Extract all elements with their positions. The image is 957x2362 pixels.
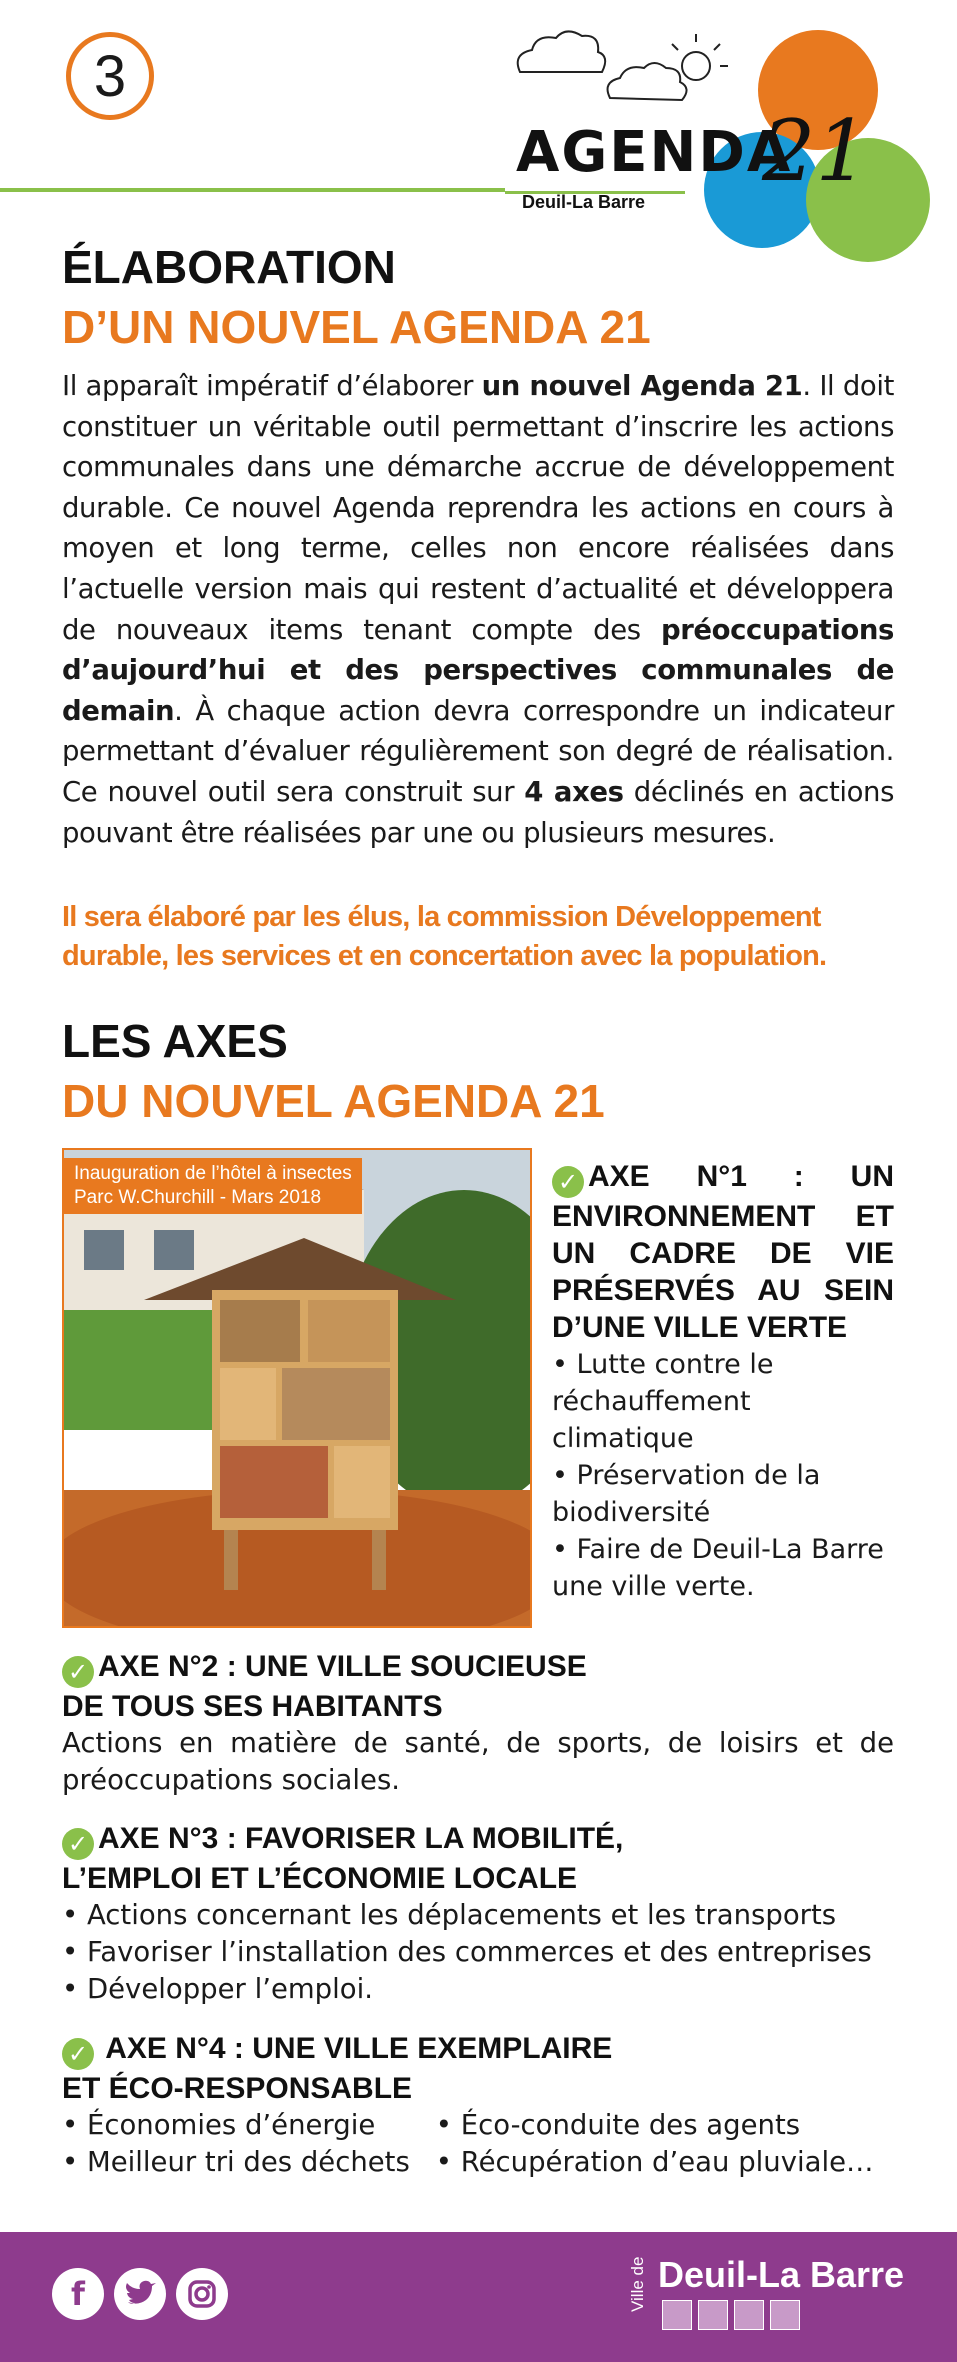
axe4-item: • Récupération d’eau pluviale… [435, 2146, 874, 2178]
ville-de-label: Ville de [628, 2256, 647, 2312]
coat-of-arms-icon [662, 2300, 800, 2330]
facebook-icon[interactable]: f [52, 2268, 104, 2320]
axe2-title-line2: DE TOUS SES HABITANTS [62, 1690, 443, 1723]
logo-word: AGENDA [516, 120, 793, 185]
axe2-title-line1: ✓ AXE N°2 : UNE VILLE SOUCIEUSE [62, 1648, 894, 1688]
insect-hotel-photo [62, 1148, 532, 1628]
axe4-item: • Économies d’énergie [62, 2109, 376, 2141]
axe3-block [62, 1820, 894, 2008]
section2-title-line2: DU NOUVEL AGENDA 21 [62, 1075, 605, 1127]
photo-caption [64, 1158, 362, 1214]
check-icon: ✓ [62, 1828, 94, 1860]
instagram-icon[interactable] [176, 2268, 228, 2320]
axe3-title-line2: L’EMPLOI ET L’ÉCONOMIE LOCALE [62, 1862, 578, 1895]
check-icon: ✓ [62, 2038, 94, 2070]
photo-caption-line1: Inauguration de l’hôtel à insectes [74, 1163, 352, 1184]
axe2-block [62, 1648, 894, 1799]
axe1-block [552, 1158, 894, 1605]
footer-brand: Deuil-La Barre [658, 2254, 905, 2295]
axe4-list-col2 [436, 2107, 874, 2181]
section2-title-line1: LES AXES [62, 1015, 288, 1067]
page-number: 3 [66, 32, 154, 120]
axe3-item: • Actions concernant les déplacements et les transports [62, 1899, 837, 1931]
axe1-item: • Lutte contre le réchauffement climatique [552, 1349, 774, 1454]
check-icon: ✓ [552, 1166, 584, 1198]
section1-title-line1: ÉLABORATION [62, 241, 396, 293]
axe4-title-line2: ET ÉCO-RESPONSABLE [62, 2072, 413, 2105]
axe3-title-line1: ✓ AXE N°3 : FAVORISER LA MOBILITÉ, [62, 1820, 894, 1860]
section1-paragraph: Il apparaît impératif d’élaborer un nouvel Agenda 21. Il doit constituer un véritable outil permettant d’inscrire les actions communales dans une démarche accrue de développement durable. Ce nouvel Agenda reprendra les actions en cours à moyen et long terme, celles non encore réalisées dans l’actuelle version mais qui restent d’actualité et développera de nouveaux items tenant compte des préoccupations d’aujourd’hui et des perspectives communales de demain. À chaque action devra correspondre un indicateur permettant d’évaluer régulièrement son degré de réalisation. Ce nouvel outil sera construit sur 4 axes déclinés en actions pouvant être réalisées par une ou plusieurs mesures. [62, 370, 895, 849]
twitter-icon[interactable] [114, 2268, 166, 2320]
axe3-list [62, 1897, 894, 2008]
section1-highlight: Il sera élaboré par les élus, la commission Développement durable, les services et en concertation avec la population. [62, 901, 827, 972]
logo-subtitle: Deuil-La Barre [522, 192, 646, 212]
axe3-item: • Développer l’emploi. [62, 1973, 373, 2005]
logo-number: 21 [762, 102, 869, 200]
axe3-item: • Favoriser l’installation des commerces et des entreprises [62, 1936, 872, 1968]
header-divider [0, 188, 505, 192]
axe4-item: • Éco-conduite des agents [435, 2109, 801, 2141]
axe1-title: ✓ AXE N°1 : UN ENVIRONNEMENT ET UN CADRE DE VIE PRÉSERVÉS AU SEIN D’UNE VILLE VERTE [552, 1160, 894, 1344]
axe2-description: Actions en matière de santé, de sports, de loisirs et de préoccupations sociales. [62, 1727, 894, 1796]
agenda21-logo [500, 20, 940, 270]
axe4-title-line1: ✓ AXE N°4 : UNE VILLE EXEMPLAIRE [62, 2030, 894, 2070]
section1-title-line2: D’UN NOUVEL AGENDA 21 [62, 301, 651, 353]
footer [0, 2232, 957, 2362]
axe4-item: • Meilleur tri des déchets [62, 2146, 410, 2178]
axe4-block [62, 2030, 894, 2181]
axe4-columns [62, 2107, 894, 2181]
axe1-item: • Faire de Deuil-La Barre une ville verte. [552, 1534, 884, 1602]
axe1-list [552, 1346, 894, 1605]
check-icon: ✓ [62, 1656, 94, 1688]
axe1-item: • Préservation de la biodiversité [552, 1460, 821, 1528]
photo-caption-line2: Parc W.Churchill - Mars 2018 [74, 1187, 322, 1208]
axe4-list-col1 [62, 2107, 410, 2181]
